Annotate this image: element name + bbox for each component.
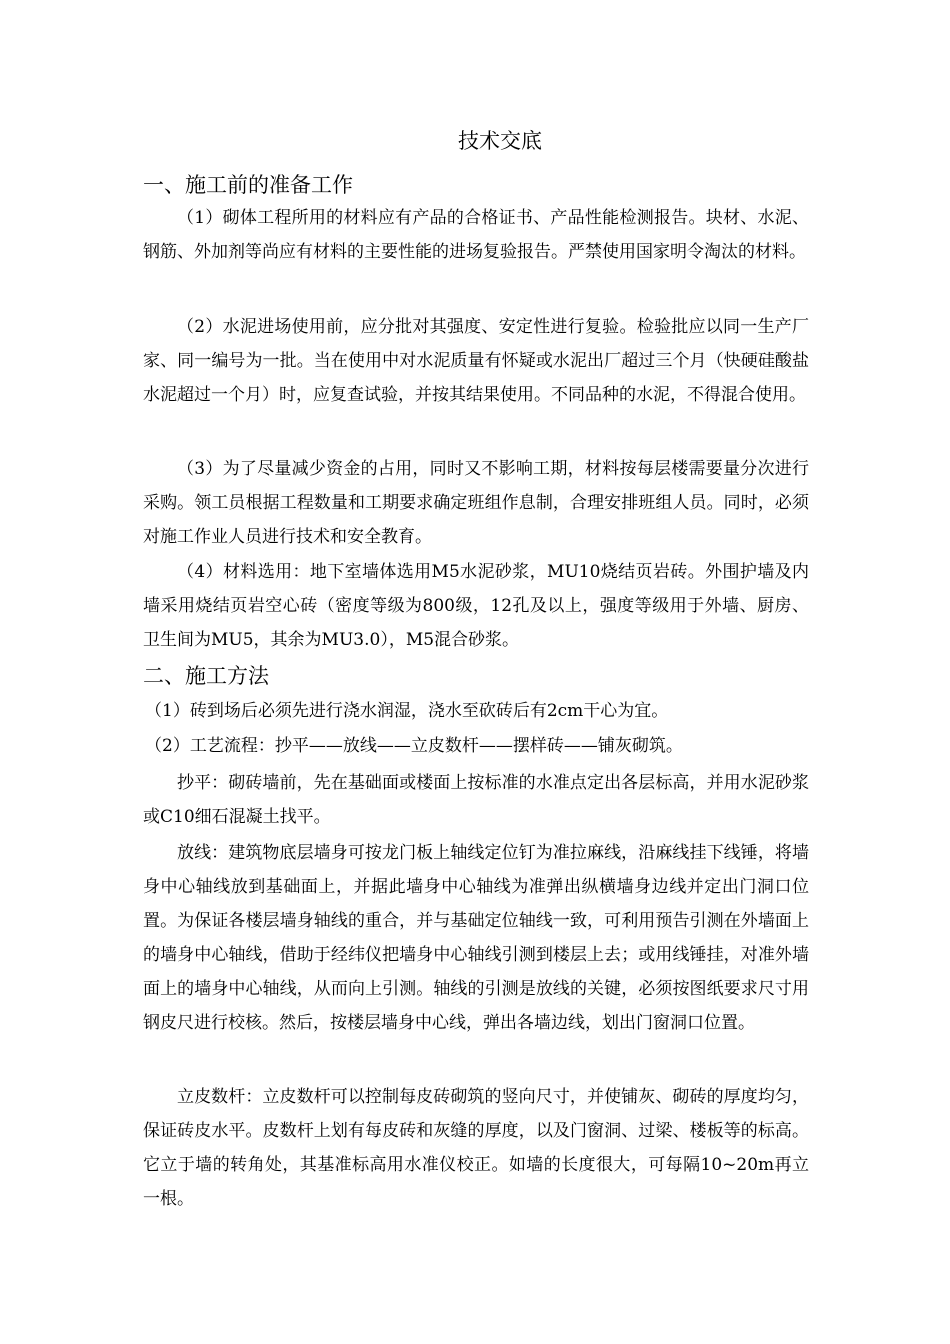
paragraph-material-selection: （4）材料选用：地下室墙体选用M5水泥砂浆，MU10烧结页岩砖。外围护墙及内墙采用烧结页岩空心砖（密度等级为800级，12孔及以上，强度等级用于外墙、厨房、卫生间为MU5，其余为MU3.0），M5混合砂浆。 — [143, 562, 809, 650]
paragraph-process-flow: （2）工艺流程：抄平——放线——立皮数杆——摆样砖——铺灰砌筑。 — [145, 736, 683, 756]
section-heading-preparation: 一、施工前的准备工作 — [143, 173, 353, 197]
paragraph-leveling: 抄平：砌砖墙前，先在基础面或楼面上按标准的水准点定出各层标高，并用水泥砂浆或C10细石混凝土找平。 — [143, 773, 809, 827]
paragraph-gauge-rod: 立皮数杆：立皮数杆可以控制每皮砖砌筑的竖向尺寸，并使铺灰、砌砖的厚度均匀，保证砖皮水平。皮数杆上划有每皮砖和灰缝的厚度，以及门窗洞、过梁、楼板等的标高。它立于墙的转角处，其基准标高用水准仪校正。如墙的长度很大，可每隔10~20m再立一根。 — [143, 1087, 809, 1209]
paragraph-procurement-staffing: （3）为了尽量减少资金的占用，同时又不影响工期，材料按每层楼需要量分次进行采购。领工员根据工程数量和工期要求确定班组作息制，合理安排班组人员。同时，必须对施工作业人员进行技术和安全教育。 — [143, 459, 809, 547]
document-title: 技术交底 — [458, 129, 542, 153]
paragraph-setting-out: 放线：建筑物底层墙身可按龙门板上轴线定位钉为准拉麻线，沿麻线挂下线锤，将墙身中心轴线放到基础面上，并据此墙身中心轴线为准弹出纵横墙身边线并定出门洞口位置。为保证各楼层墙身轴线的重合，并与基础定位轴线一致，可利用预告引测在外墙面上的墙身中心轴线，借助于经纬仪把墙身中心轴线引测到楼层上去；或用线锤挂，对准外墙面上的墙身中心轴线，从而向上引测。轴线的引测是放线的关键，必须按图纸要求尺寸用钢皮尺进行校核。然后，按楼层墙身中心线，弹出各墙边线，划出门窗洞口位置。 — [143, 843, 809, 1033]
paragraph-brick-wetting: （1）砖到场后必须先进行浇水润湿，浇水至砍砖后有2cm干心为宜。 — [145, 701, 669, 721]
paragraph-cement-retest: （2）水泥进场使用前，应分批对其强度、安定性进行复验。检验批应以同一生产厂家、同一编号为一批。当在使用中对水泥质量有怀疑或水泥出厂超过三个月（快硬硅酸盐水泥超过一个月）时，应复查试验，并按其结果使用。不同品种的水泥，不得混合使用。 — [143, 317, 809, 405]
paragraph-materials-certificates: （1）砌体工程所用的材料应有产品的合格证书、产品性能检测报告。块材、水泥、钢筋、外加剂等尚应有材料的主要性能的进场复验报告。严禁使用国家明令淘汰的材料。 — [143, 208, 809, 262]
section-heading-method: 二、施工方法 — [143, 664, 269, 688]
